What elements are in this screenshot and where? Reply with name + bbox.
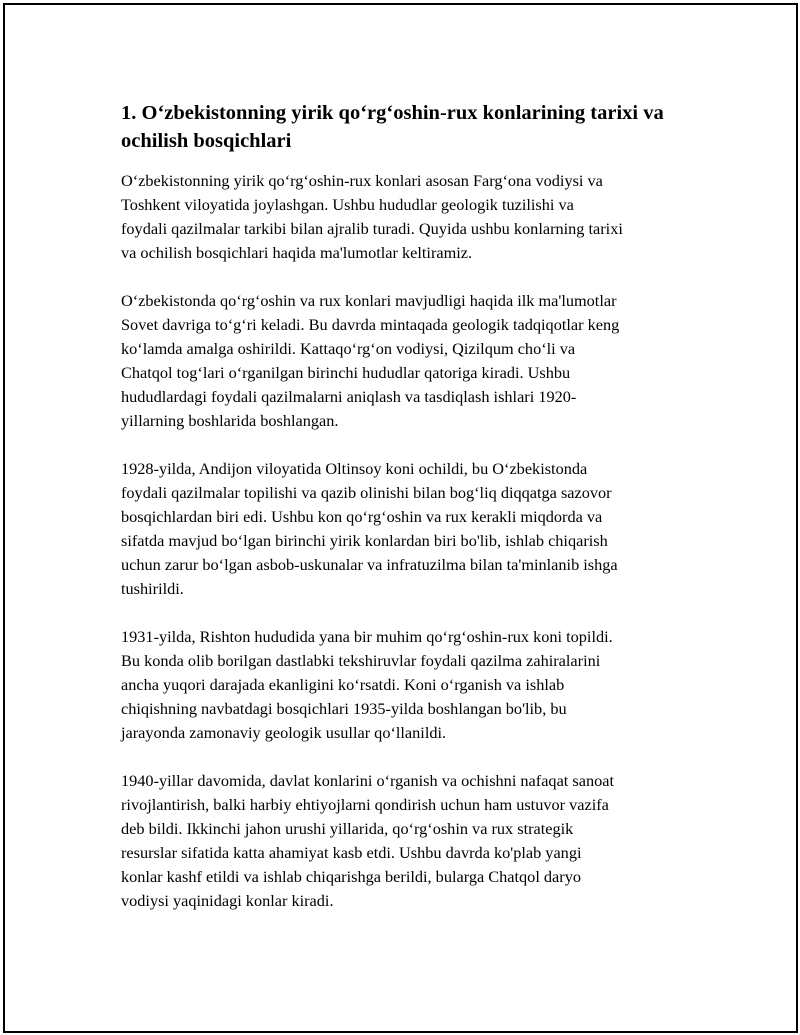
paragraph-4: 1931-yilda, Rishton hududida yana bir muhim qo‘rg‘oshin-rux koni topildi. Bu konda olib borilgan dastlabki tekshiruvlar foydali qazilma zahiralarini ancha yuqori darajada ekanligini ko‘rsatdi. Koni o‘rganish va ishlab chiqishning navbatdagi bosqichlari 1935-yilda boshlangan bo'lib, bu jarayonda zamonaviy geologik usullar qo‘llanildi. [121,627,613,742]
paragraph-3: 1928-yilda, Andijon viloyatida Oltinsoy koni ochildi, bu O‘zbekistonda foydali qazilmalar topilishi va qazib olinishi bilan bog‘liq diqqatga sazovor bosqichlardan biri edi. Ushbu kon qo‘rg‘oshin va rux kerakli miqdorda va sifatda mavjud bo‘lgan birinchi yirik konlardan biri bo'lib, ishlab chiqarish uchun zarur bo‘lgan asbob-uskunalar va infratuzilma bilan ta'minlanib ishga tushirildi. [121,459,618,598]
paragraph-2: O‘zbekistonda qo‘rg‘oshin va rux konlari mavjudligi haqida ilk ma'lumotlar Sovet davriga to‘g‘ri keladi. Bu davrda mintaqada geologik tadqiqotlar keng ko‘lamda amalga oshirildi. Kattaqo‘rg‘on vodiysi, Qizilqum cho‘li va Chatqol tog‘lari o‘rganilgan birinchi hududlar qatoriga kiradi. Ushbu hududlardagi foydali qazilmalarni aniqlash va tasdiqlash ishlari 1920- yillarning boshlarida boshlangan. [121,291,620,430]
document-content [121,99,691,937]
section-heading: 1. O‘zbekistonning yirik qo‘rg‘oshin-rux konlarining tarixi va ochilish bosqichlari [121,102,664,152]
document-page [3,3,798,1033]
paragraph-5: 1940-yillar davomida, davlat konlarini o‘rganish va ochishni nafaqat sanoat rivojlantirish, balki harbiy ehtiyojlarni qondirish uchun ham ustuvor vazifa deb bildi. Ikkinchi jahon urushi yillarida, qo‘rg‘oshin va rux strategik resurslar sifatida katta ahamiyat kasb etdi. Ushbu davrda ko'plab yangi konlar kashf etildi va ishlab chiqarishga berildi, bularga Chatqol daryo vodiysi yaqinidagi konlar kiradi. [121,771,614,910]
paragraph-1: O‘zbekistonning yirik qo‘rg‘oshin-rux konlari asosan Farg‘ona vodiysi va Toshkent viloyatida joylashgan. Ushbu hududlar geologik tuzilishi va foydali qazilmalar tarkibi bilan ajralib turadi. Quyida ushbu konlarning tarixi va ochilish bosqichlari haqida ma'lumotlar keltiramiz. [121,171,623,262]
